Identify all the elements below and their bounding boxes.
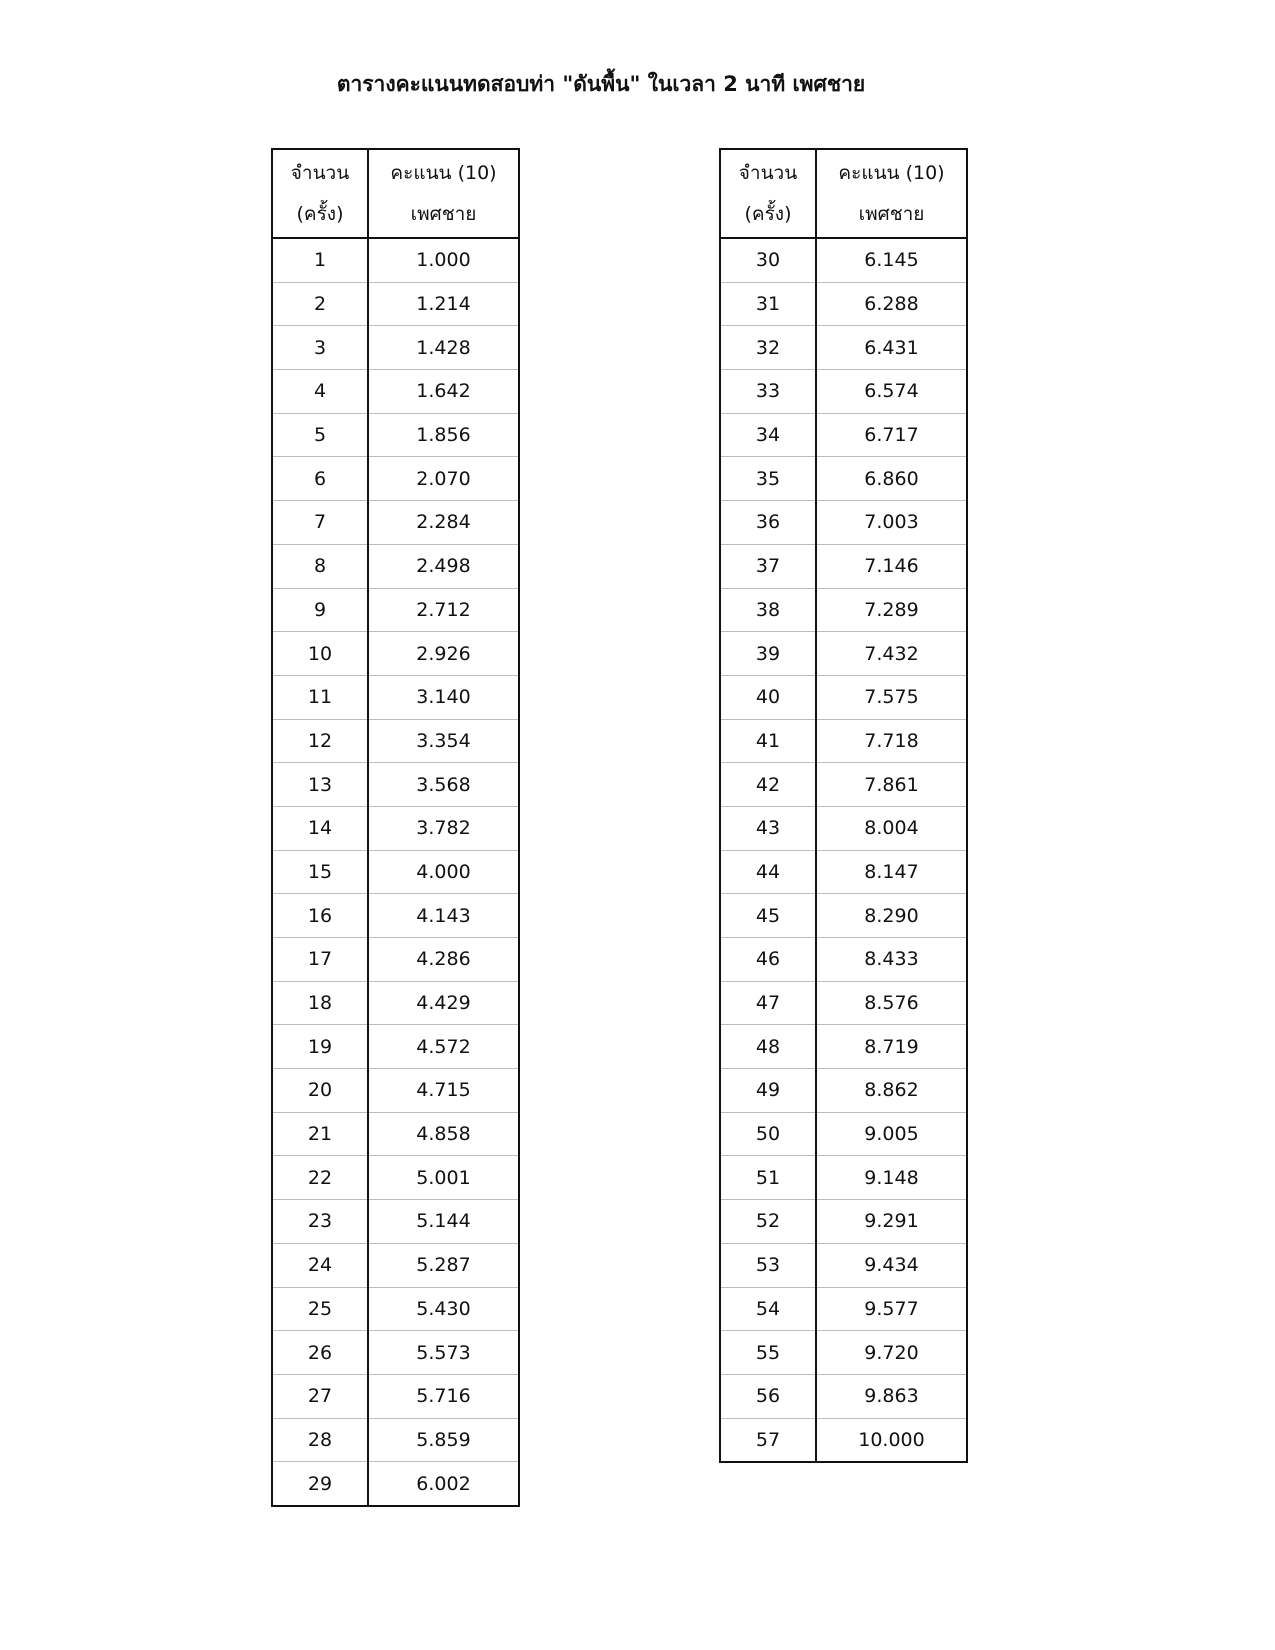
count-cell: 26 <box>272 1331 368 1375</box>
count-header <box>720 149 816 238</box>
count-cell: 52 <box>720 1200 816 1244</box>
count-cell: 45 <box>720 894 816 938</box>
page-title: ตารางคะแนนทดสอบท่า "ดันพื้น" ในเวลา 2 นาที เพศชาย <box>336 72 866 96</box>
count-cell: 8 <box>272 544 368 588</box>
table-row <box>272 1374 519 1418</box>
score-cell: 2.926 <box>368 632 519 676</box>
count-cell: 56 <box>720 1374 816 1418</box>
count-header-line1: จำนวน <box>290 161 350 184</box>
count-cell: 31 <box>720 282 816 326</box>
count-cell: 2 <box>272 282 368 326</box>
table-row <box>272 806 519 850</box>
score-cell: 7.003 <box>816 501 967 545</box>
score-header-line1: คะแนน (10) <box>390 161 497 184</box>
table-row <box>720 1331 967 1375</box>
table-row <box>272 238 519 282</box>
score-cell: 4.572 <box>368 1025 519 1069</box>
score-header-line2: เพศชาย <box>858 202 925 225</box>
count-cell: 25 <box>272 1287 368 1331</box>
score-cell: 9.148 <box>816 1156 967 1200</box>
score-cell: 2.498 <box>368 544 519 588</box>
table-row <box>272 1331 519 1375</box>
table-row <box>720 675 967 719</box>
count-cell: 15 <box>272 850 368 894</box>
count-cell: 53 <box>720 1243 816 1287</box>
count-cell: 39 <box>720 632 816 676</box>
score-cell: 8.862 <box>816 1069 967 1113</box>
table-row <box>720 806 967 850</box>
table-row <box>272 632 519 676</box>
count-cell: 13 <box>272 763 368 807</box>
score-cell: 5.001 <box>368 1156 519 1200</box>
table-row <box>272 1243 519 1287</box>
count-cell: 27 <box>272 1374 368 1418</box>
count-cell: 10 <box>272 632 368 676</box>
score-cell: 7.718 <box>816 719 967 763</box>
count-cell: 42 <box>720 763 816 807</box>
table-row <box>272 763 519 807</box>
score-cell: 3.782 <box>368 806 519 850</box>
table-row <box>272 544 519 588</box>
score-cell: 6.717 <box>816 413 967 457</box>
score-cell: 1.000 <box>368 238 519 282</box>
count-cell: 16 <box>272 894 368 938</box>
count-cell: 22 <box>272 1156 368 1200</box>
count-header-line1: จำนวน <box>738 161 798 184</box>
score-cell: 6.860 <box>816 457 967 501</box>
table-row <box>272 1287 519 1331</box>
count-cell: 32 <box>720 326 816 370</box>
table-row <box>720 544 967 588</box>
count-cell: 5 <box>272 413 368 457</box>
score-cell: 1.214 <box>368 282 519 326</box>
table-row <box>720 1243 967 1287</box>
score-cell: 4.858 <box>368 1112 519 1156</box>
score-cell: 6.145 <box>816 238 967 282</box>
score-cell: 1.856 <box>368 413 519 457</box>
count-cell: 33 <box>720 370 816 414</box>
table-row <box>272 675 519 719</box>
score-cell: 3.568 <box>368 763 519 807</box>
count-cell: 36 <box>720 501 816 545</box>
table-row <box>720 501 967 545</box>
table-row <box>272 370 519 414</box>
score-cell: 7.289 <box>816 588 967 632</box>
table-header-row <box>272 149 519 238</box>
table-row <box>720 1069 967 1113</box>
count-cell: 54 <box>720 1287 816 1331</box>
score-cell: 9.863 <box>816 1374 967 1418</box>
table-row <box>720 981 967 1025</box>
score-cell: 3.140 <box>368 675 519 719</box>
score-cell: 2.712 <box>368 588 519 632</box>
score-cell: 9.577 <box>816 1287 967 1331</box>
score-cell: 4.715 <box>368 1069 519 1113</box>
count-cell: 7 <box>272 501 368 545</box>
count-header-line2: (ครั้ง) <box>744 202 792 225</box>
count-cell: 47 <box>720 981 816 1025</box>
table-row <box>272 326 519 370</box>
score-cell: 6.288 <box>816 282 967 326</box>
score-cell: 5.430 <box>368 1287 519 1331</box>
table-row <box>720 457 967 501</box>
score-cell: 1.428 <box>368 326 519 370</box>
count-cell: 49 <box>720 1069 816 1113</box>
score-cell: 9.720 <box>816 1331 967 1375</box>
table-row <box>720 763 967 807</box>
count-cell: 21 <box>272 1112 368 1156</box>
count-cell: 11 <box>272 675 368 719</box>
count-cell: 24 <box>272 1243 368 1287</box>
score-cell: 2.070 <box>368 457 519 501</box>
count-cell: 41 <box>720 719 816 763</box>
table-row <box>720 238 967 282</box>
table-row <box>272 850 519 894</box>
score-header-line1: คะแนน (10) <box>838 161 945 184</box>
count-cell: 48 <box>720 1025 816 1069</box>
table-row <box>720 719 967 763</box>
table-header-row <box>720 149 967 238</box>
score-header-line2: เพศชาย <box>410 202 477 225</box>
score-cell: 4.000 <box>368 850 519 894</box>
table-row <box>272 1156 519 1200</box>
score-cell: 4.286 <box>368 938 519 982</box>
score-cell: 4.143 <box>368 894 519 938</box>
table-row <box>272 1069 519 1113</box>
table-row <box>272 588 519 632</box>
score-cell: 6.002 <box>368 1462 519 1506</box>
score-cell: 5.287 <box>368 1243 519 1287</box>
table-row <box>272 938 519 982</box>
table-row <box>720 850 967 894</box>
score-cell: 5.573 <box>368 1331 519 1375</box>
score-header <box>368 149 519 238</box>
count-cell: 18 <box>272 981 368 1025</box>
table-row <box>720 1156 967 1200</box>
table-row <box>720 938 967 982</box>
table-row <box>720 1418 967 1462</box>
count-header-line2: (ครั้ง) <box>296 202 344 225</box>
count-cell: 35 <box>720 457 816 501</box>
table-row <box>272 413 519 457</box>
score-cell: 8.004 <box>816 806 967 850</box>
count-cell: 46 <box>720 938 816 982</box>
score-cell: 9.005 <box>816 1112 967 1156</box>
count-cell: 28 <box>272 1418 368 1462</box>
count-cell: 1 <box>272 238 368 282</box>
score-cell: 6.574 <box>816 370 967 414</box>
score-table-body <box>272 238 519 1506</box>
count-cell: 55 <box>720 1331 816 1375</box>
table-row <box>272 894 519 938</box>
table-row <box>720 370 967 414</box>
table-row <box>720 632 967 676</box>
table-row <box>720 1112 967 1156</box>
table-row <box>720 413 967 457</box>
count-cell: 9 <box>272 588 368 632</box>
table-row <box>272 457 519 501</box>
count-cell: 57 <box>720 1418 816 1462</box>
score-cell: 7.575 <box>816 675 967 719</box>
table-row <box>272 719 519 763</box>
count-cell: 20 <box>272 1069 368 1113</box>
table-row <box>720 282 967 326</box>
table-row <box>272 501 519 545</box>
table-row <box>272 1200 519 1244</box>
score-cell: 8.576 <box>816 981 967 1025</box>
count-cell: 43 <box>720 806 816 850</box>
count-cell: 44 <box>720 850 816 894</box>
count-cell: 30 <box>720 238 816 282</box>
score-cell: 7.861 <box>816 763 967 807</box>
count-cell: 14 <box>272 806 368 850</box>
score-cell: 9.434 <box>816 1243 967 1287</box>
table-row <box>720 1025 967 1069</box>
score-cell: 5.144 <box>368 1200 519 1244</box>
count-cell: 40 <box>720 675 816 719</box>
count-cell: 12 <box>272 719 368 763</box>
count-cell: 34 <box>720 413 816 457</box>
count-cell: 37 <box>720 544 816 588</box>
count-cell: 6 <box>272 457 368 501</box>
count-cell: 19 <box>272 1025 368 1069</box>
score-cell: 2.284 <box>368 501 519 545</box>
table-row <box>720 894 967 938</box>
count-cell: 29 <box>272 1462 368 1506</box>
score-cell: 6.431 <box>816 326 967 370</box>
score-cell: 5.859 <box>368 1418 519 1462</box>
table-row <box>720 1200 967 1244</box>
table-row <box>720 588 967 632</box>
count-cell: 51 <box>720 1156 816 1200</box>
count-cell: 50 <box>720 1112 816 1156</box>
score-table-right <box>719 148 968 1463</box>
score-header <box>816 149 967 238</box>
count-cell: 17 <box>272 938 368 982</box>
table-row <box>720 1374 967 1418</box>
table-row <box>272 1025 519 1069</box>
table-row <box>272 1112 519 1156</box>
score-cell: 8.147 <box>816 850 967 894</box>
table-row <box>272 1462 519 1506</box>
score-cell: 7.432 <box>816 632 967 676</box>
table-row <box>272 981 519 1025</box>
score-cell: 9.291 <box>816 1200 967 1244</box>
score-cell: 10.000 <box>816 1418 967 1462</box>
table-row <box>720 1287 967 1331</box>
score-cell: 4.429 <box>368 981 519 1025</box>
score-cell: 3.354 <box>368 719 519 763</box>
score-cell: 1.642 <box>368 370 519 414</box>
score-cell: 8.433 <box>816 938 967 982</box>
count-cell: 23 <box>272 1200 368 1244</box>
table-row <box>720 326 967 370</box>
score-table-left <box>271 148 520 1507</box>
count-cell: 38 <box>720 588 816 632</box>
table-row <box>272 1418 519 1462</box>
score-cell: 8.719 <box>816 1025 967 1069</box>
count-cell: 4 <box>272 370 368 414</box>
score-cell: 7.146 <box>816 544 967 588</box>
score-cell: 5.716 <box>368 1374 519 1418</box>
count-cell: 3 <box>272 326 368 370</box>
count-header <box>272 149 368 238</box>
score-table-body <box>720 238 967 1462</box>
score-cell: 8.290 <box>816 894 967 938</box>
table-row <box>272 282 519 326</box>
